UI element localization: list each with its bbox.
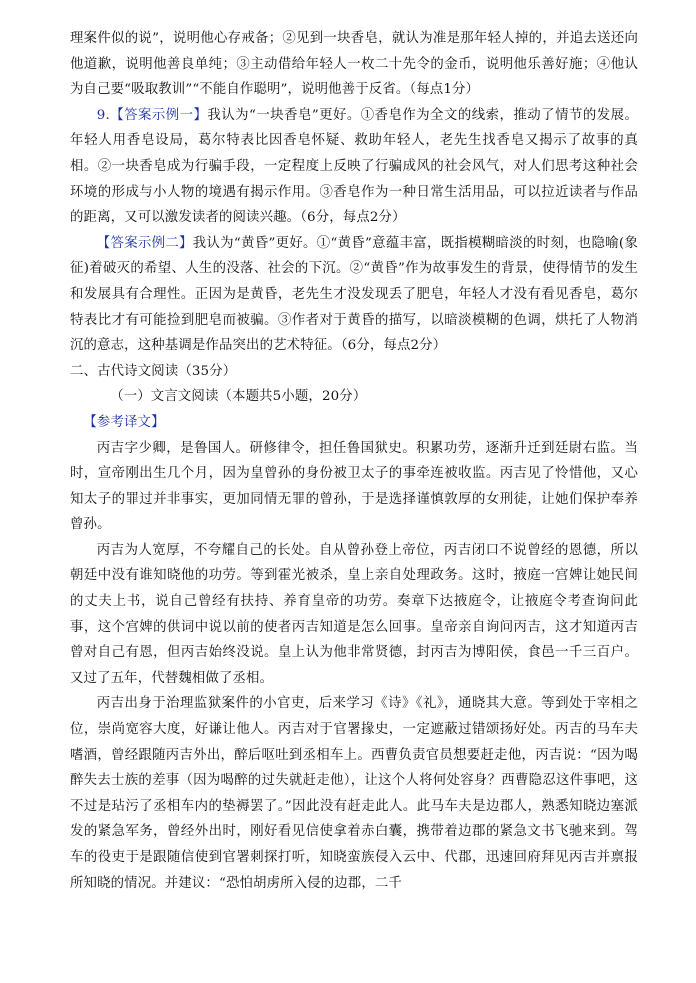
- answer-9-example-1: [70, 103, 638, 231]
- section-heading-ancient-poetry: 二、古代诗文阅读（35分）: [70, 363, 237, 379]
- answer-8-continuation: 理案件似的说”，说明他心存戒备；②见到一块香皂，就认为准是那年轻人掉的，并追去送还向他道歉，说明他善良单纯；③主动借给年轻人一枚二十先令的金币，说明他乐善好施；④他认为自己要“吸取教训”“不能自作聪明”，说明他善于反省。（每点1分）: [70, 31, 638, 98]
- answer-9-example-2-text: 我认为“黄昏”更好。①“黄昏”意蕴丰富，既指模糊暗淡的时刻，也隐喻(象征)着破灭的希望、人生的没落、社会的下沉。②“黄昏”作为故事发生的背景，使得情节的发生和发展具有合理性。正因为是黄昏，老先生才没发现丢了肥皂，年轻人才没有看见香皂，葛尔特表比才有可能捡到肥皂而被骗。③作者对于黄昏的描写，以暗淡模糊的色调，烘托了人物消沉的意志，这种基调是作品突出的艺术特征。（6分，每点2分）: [70, 235, 638, 354]
- translation-paragraph-3: 丙吉出身于治理监狱案件的小官吏，后来学习《诗》《礼》，通晓其大意。等到处于宰相之位，崇尚宽容大度，好谦让他人。丙吉对于官署掾史，一定遮蔽过错颂扬好处。丙吉的马车夫嗜酒，曾经跟随丙吉外出，醉后呕吐到丞相车上。西曹负责官员想要赶走他，丙吉说：“因为喝醉失去士族的差事（因为喝醉的过失就赶走他），让这个人将何处容身？西曹隐忍这件事吧，这不过是玷污了丞相车内的垫褥罢了。”因此没有赶走此人。此马车夫是边郡人，熟悉知晓边塞派发的紧急军务，曾经外出时，刚好看见信使拿着赤白囊，携带着边郡的紧急文书飞驰来到。驾车的役吏于是跟随信使到官署刺探打听，知晓蛮族侵入云中、代郡，迅速回府拜见丙吉并禀报所知晓的情况。并建议：“恐怕胡虏所入侵的边郡，二千: [70, 696, 638, 891]
- translation-paragraph-2: 丙吉为人宽厚，不夸耀自己的长处。自从曾孙登上帝位，丙吉闭口不说曾经的恩德，所以朝廷中没有谁知晓他的功劳。等到霍光被杀，皇上亲自处理政务。这时，掖庭一宫婢让她民间的丈夫上书，说自己曾经有扶持、养育皇帝的功劳。奏章下达掖庭令，让掖庭令考查询问此事，这个宫婢的供词中说以前的使者丙吉知道是怎么回事。皇帝亲自询问丙吉，这才知道丙吉曾对自己有恩，但丙吉始终没说。皇上认为他非常贤德，封丙吉为博阳侯，食邑一千三百户。又过了五年，代替魏相做了丞相。: [70, 542, 638, 686]
- translation-paragraph-1: 丙吉字少卿，是鲁国人。研修律令，担任鲁国狱史。积累功劳，逐渐升迁到廷尉右监。当时，宣帝刚出生几个月，因为皇曾孙的身份被卫太子的事牵连被收监。丙吉见了怜惜他，又心知太子的罪过并非事实，更加同情无罪的曾孙，于是选择谨慎敦厚的女刑徒，让她们保护奉养曾孙。: [70, 440, 638, 533]
- reference-translation-label: 【参考译文】: [83, 414, 165, 430]
- answer-9-example-2-label: 【答案示例二】: [96, 235, 193, 251]
- answer-9-example-1-label: 9.【答案示例一】: [96, 107, 208, 123]
- answer-9-example-2: [70, 231, 638, 359]
- answer-9-example-1-text: 我认为“一块香皂”更好。①香皂作为全文的线索，推动了情节的发展。年轻人用香皂设局，葛尔特表比因香皂怀疑、救助年轻人，老先生找香皂又揭示了故事的真相。②一块香皂成为行骗手段，一定程度上反映了行骗成风的社会风气，对人们思考这种社会环境的形成与小人物的境遇有揭示作用。③香皂作为一种日常生活用品，可以拉近读者与作品的距离，又可以激发读者的阅读兴趣。（6分，每点2分）: [70, 107, 638, 226]
- subsection-heading-classical-chinese: （一）文言文阅读（本题共5小题，20分）: [110, 389, 367, 405]
